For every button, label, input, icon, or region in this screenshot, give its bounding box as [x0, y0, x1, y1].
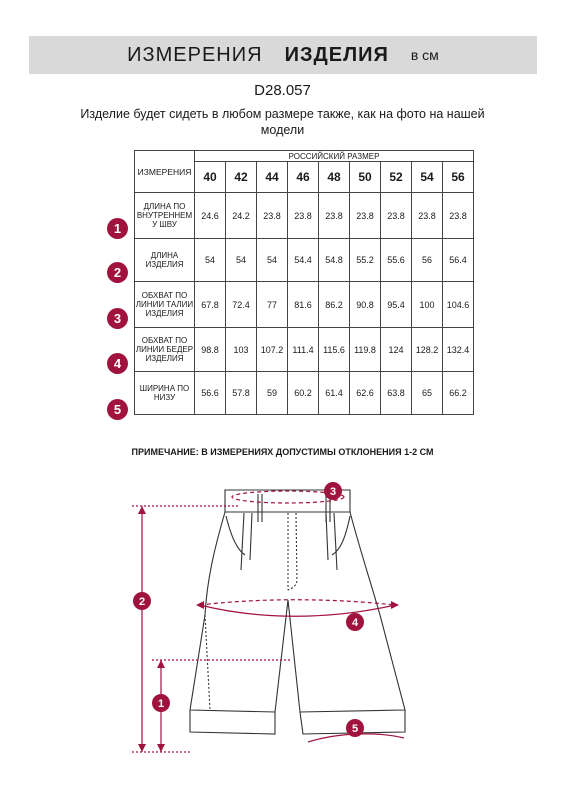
row-label-line: ЛИНИИ БЕДЕР: [135, 345, 194, 354]
table-body: [135, 193, 474, 415]
value-cell: 95.4: [381, 282, 412, 328]
value-cell: 23.8: [288, 193, 319, 239]
size-header-cell: 46: [288, 162, 319, 193]
value-cell: 56: [412, 239, 443, 282]
value-cell: 98.8: [195, 328, 226, 372]
size-header-cell: 42: [226, 162, 257, 193]
row-label: [135, 239, 195, 282]
value-cell: 86.2: [319, 282, 350, 328]
size-header-cell: 40: [195, 162, 226, 193]
row-label: [135, 282, 195, 328]
value-cell: 56.6: [195, 372, 226, 415]
title-measurements: ИЗМЕРЕНИЯ: [127, 43, 263, 66]
size-header-cell: 50: [350, 162, 381, 193]
diagram-marker-3-label: 3: [329, 486, 337, 498]
value-cell: 100: [412, 282, 443, 328]
value-cell: 77: [257, 282, 288, 328]
value-cell: 81.6: [288, 282, 319, 328]
row-label: [135, 372, 195, 415]
value-cell: 103: [226, 328, 257, 372]
value-cell: 65: [412, 372, 443, 415]
shorts-drawing: [0, 470, 565, 800]
value-cell: 111.4: [288, 328, 319, 372]
value-cell: 23.8: [443, 193, 474, 239]
value-cell: 63.8: [381, 372, 412, 415]
value-cell: 23.8: [381, 193, 412, 239]
value-cell: 66.2: [443, 372, 474, 415]
article-number: D28.057: [254, 82, 311, 99]
row-label-line: У ШВУ: [152, 220, 177, 229]
value-cell: 104.6: [443, 282, 474, 328]
row-label-line: ВНУТРЕННЕМ: [136, 211, 193, 220]
value-cell: 56.4: [443, 239, 474, 282]
size-header-cell: 56: [443, 162, 474, 193]
value-cell: 115.6: [319, 328, 350, 372]
value-cell: 54: [195, 239, 226, 282]
row-label-line: ИЗДЕЛИЯ: [145, 309, 184, 318]
value-cell: 54.4: [288, 239, 319, 282]
table-row: [135, 282, 474, 328]
row-marker-4: 4: [107, 353, 128, 374]
title-bar: [29, 36, 537, 74]
value-cell: 128.2: [412, 328, 443, 372]
title-unit: в см: [410, 47, 439, 63]
table-row: [135, 193, 474, 239]
row-label-line: ИЗДЕЛИЯ: [145, 260, 184, 269]
size-header-cell: 44: [257, 162, 288, 193]
value-cell: 124: [381, 328, 412, 372]
value-cell: 24.2: [226, 193, 257, 239]
size-group-label: РОССИЙСКИЙ РАЗМЕР: [195, 151, 474, 162]
row-label-line: ДЛИНА ПО: [143, 202, 186, 211]
value-cell: 59: [257, 372, 288, 415]
row-marker-5: 5: [107, 399, 128, 420]
diagram-marker-1-label: 1: [157, 698, 165, 710]
corner-label: ИЗМЕРЕНИЯ: [135, 151, 195, 193]
value-cell: 57.8: [226, 372, 257, 415]
value-cell: 24.6: [195, 193, 226, 239]
value-cell: 132.4: [443, 328, 474, 372]
value-cell: 61.4: [319, 372, 350, 415]
size-header-cell: 52: [381, 162, 412, 193]
value-cell: 107.2: [257, 328, 288, 372]
value-cell: 23.8: [412, 193, 443, 239]
title-item: ИЗДЕЛИЯ: [284, 43, 389, 66]
table-row: [135, 372, 474, 415]
value-cell: 90.8: [350, 282, 381, 328]
value-cell: 67.8: [195, 282, 226, 328]
value-cell: 60.2: [288, 372, 319, 415]
row-label-line: ИЗДЕЛИЯ: [145, 354, 184, 363]
value-cell: 119.8: [350, 328, 381, 372]
size-header-cell: 54: [412, 162, 443, 193]
value-cell: 54: [226, 239, 257, 282]
value-cell: 23.8: [319, 193, 350, 239]
value-cell: 72.4: [226, 282, 257, 328]
tolerance-remark: ПРИМЕЧАНИЕ: В ИЗМЕРЕНИЯХ ДОПУСТИМЫ ОТКЛОНЕНИЯ 1-2 СМ: [131, 447, 434, 457]
value-cell: 23.8: [350, 193, 381, 239]
size-header-cell: 48: [319, 162, 350, 193]
row-marker-1: 1: [107, 218, 128, 239]
diagram-marker-4-label: 4: [351, 617, 359, 629]
row-label-line: ДЛИНА: [150, 251, 179, 260]
diagram-marker-2-label: 2: [138, 596, 146, 608]
value-cell: 55.2: [350, 239, 381, 282]
table-row: [135, 328, 474, 372]
row-marker-2: 2: [107, 262, 128, 283]
row-label-line: НИЗУ: [153, 393, 176, 402]
row-marker-3: 3: [107, 308, 128, 329]
value-cell: 54.8: [319, 239, 350, 282]
table-row: [135, 239, 474, 282]
row-label-line: ШИРИНА ПО: [139, 384, 190, 393]
row-label-line: ОБХВАТ ПО: [141, 291, 188, 300]
value-cell: 54: [257, 239, 288, 282]
row-label-line: ЛИНИИ ТАЛИИ: [135, 300, 194, 309]
row-label: [135, 328, 195, 372]
fit-note: Изделие будет сидеть в любом размере также, как на фото на нашей модели: [80, 107, 485, 137]
value-cell: 23.8: [257, 193, 288, 239]
hip-measure-line: [200, 600, 395, 605]
diagram-marker-5-label: 5: [351, 723, 359, 735]
value-cell: 62.6: [350, 372, 381, 415]
value-cell: 55.6: [381, 239, 412, 282]
size-table: [134, 150, 474, 415]
row-label: [135, 193, 195, 239]
shorts-outline: [190, 512, 405, 712]
row-label-line: ОБХВАТ ПО: [141, 336, 188, 345]
